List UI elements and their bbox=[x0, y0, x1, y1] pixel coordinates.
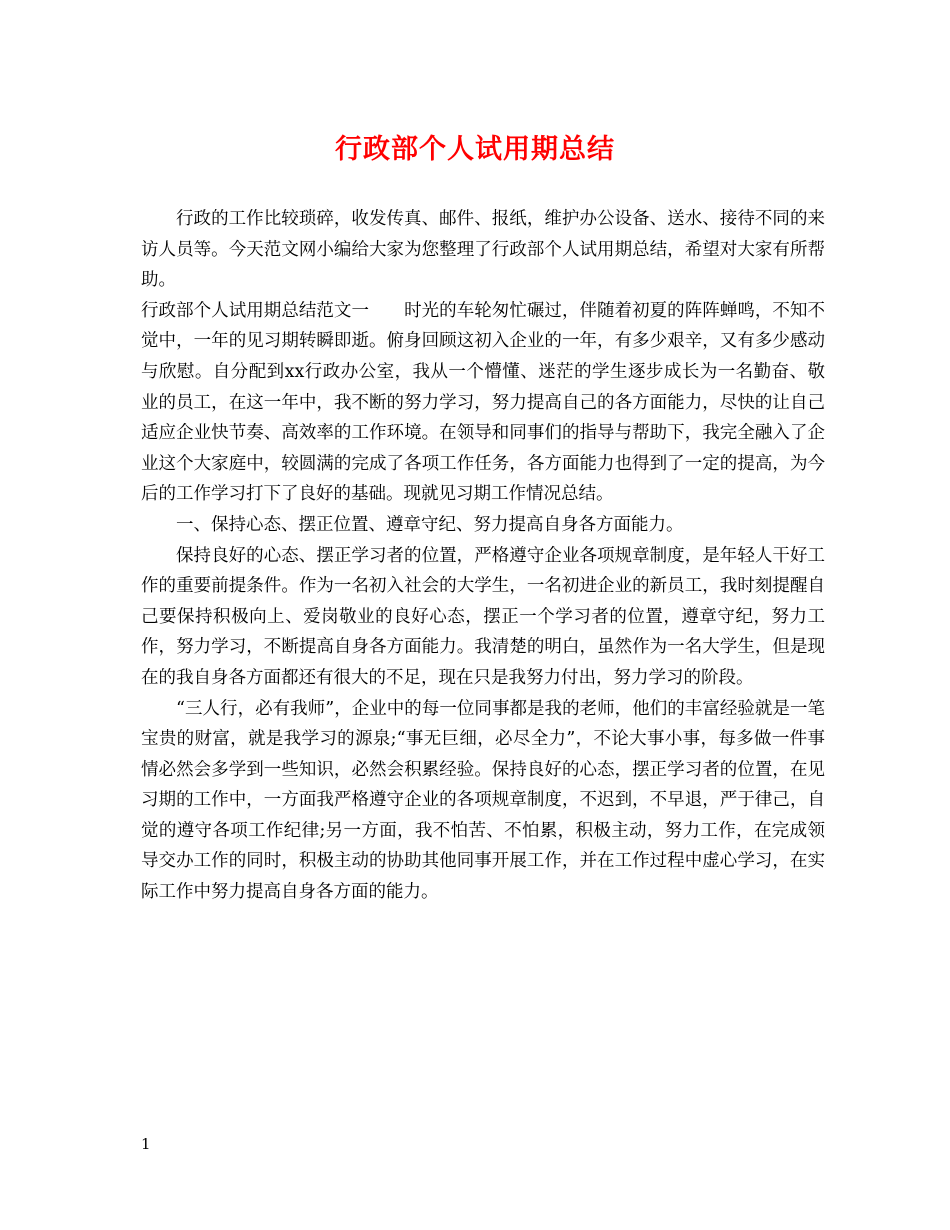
section-heading: 一、保持心态、摆正位置、遵章守纪、努力提高自身各方面能力。 bbox=[176, 514, 684, 535]
body-paragraph: “三人行，必有我师”，企业中的每一位同事都是我的老师，他们的丰富经验就是一笔宝贵的财富，就是我学习的源泉;“事无巨细，必尽全力”，不论大事小事，每多做一件事情必然会多学到一些知识，必然会积累经验。保持良好的心态，摆正学习者的位置，在见习期的工作中，一方面我严格遵守企业的各项规章制度，不迟到，不早退，严于律己，自觉的遵守各项工作纪律;另一方面，我不怕苦、不怕累，积极主动，努力工作，在完成领导交办工作的同时，积极主动的协助其他同事开展工作，并在工作过程中虚心学习，在实际工作中努力提高自身各方面的能力。 bbox=[141, 698, 825, 903]
document-title: 行政部个人试用期总结 bbox=[335, 134, 615, 165]
body-paragraph: 保持良好的心态、摆正学习者的位置，严格遵守企业各项规章制度，是年轻人干好工作的重要前提条件。作为一名初入社会的大学生，一名初进企业的新员工，我时刻提醒自己要保持积极向上、爱岗敬业的良好心态，摆正一个学习者的位置，遵章守纪，努力工作，努力学习，不断提高自身各方面能力。我清楚的明白，虽然作为一名大学生，但是现在的我自身各方面都还有很大的不足，现在只是我努力付出，努力学习的阶段。 bbox=[141, 545, 825, 688]
document-body bbox=[141, 204, 825, 908]
sample-paragraph: 行政部个人试用期总结范文一 时光的车轮匆忙碾过，伴随着初夏的阵阵蝉鸣，不知不觉中，一年的见习期转瞬即逝。俯身回顾这初入企业的一年，有多少艰辛，又有多少感动与欣慰。自分配到xx行政办公室，我从一个懵懂、迷茫的学生逐步成长为一名勤奋、敬业的员工，在这一年中，我不断的努力学习，努力提高自己的各方面能力，尽快的让自己适应企业快节奏、高效率的工作环境。在领导和同事们的指导与帮助下，我完全融入了企业这个大家庭中，较圆满的完成了各项工作任务，各方面能力也得到了一定的提高，为今后的工作学习打下了良好的基础。现就见习期工作情况总结。 bbox=[141, 300, 825, 505]
page-number: 1 bbox=[141, 1135, 151, 1153]
intro-paragraph: 行政的工作比较琐碎，收发传真、邮件、报纸，维护办公设备、送水、接待不同的来访人员等。今天范文网小编给大家为您整理了行政部个人试用期总结，希望对大家有所帮助。 bbox=[141, 209, 825, 291]
